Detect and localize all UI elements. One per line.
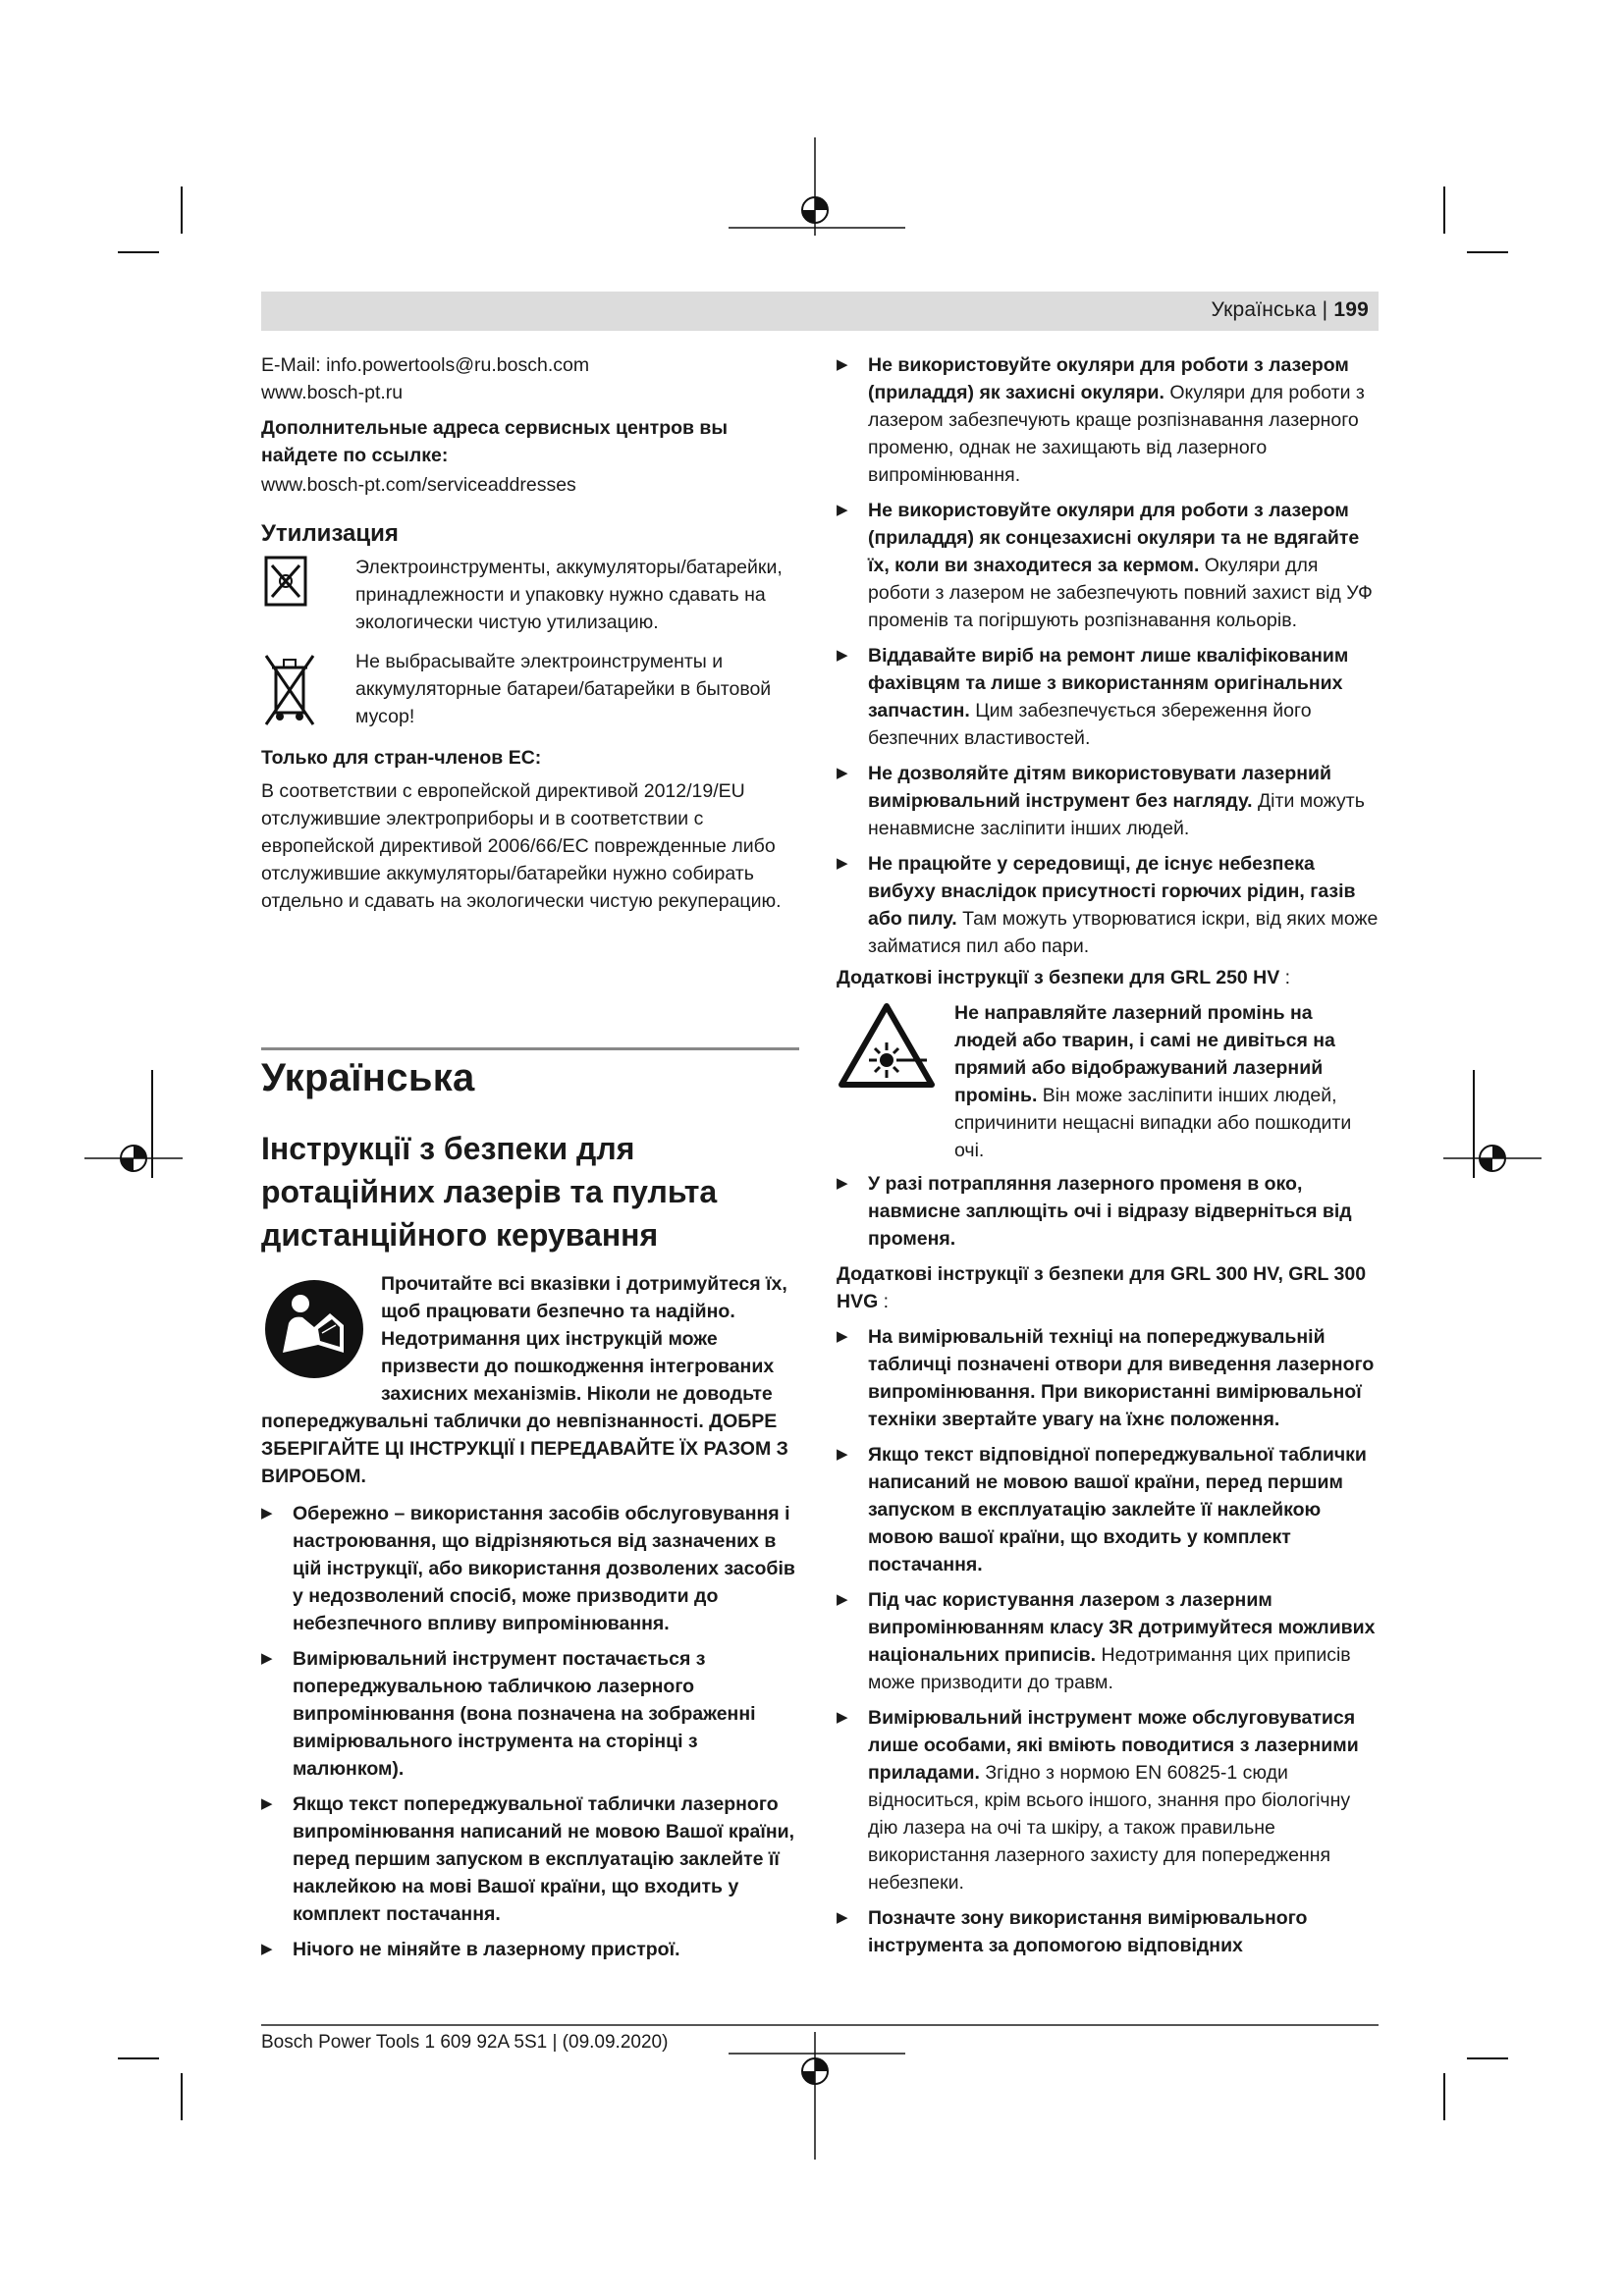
header-label: Українська | 199 <box>1211 298 1369 321</box>
footer-text: Bosch Power Tools 1 609 92A 5S1 | (09.09.2020) <box>261 2032 669 2053</box>
contact-email: E-Mail: info.powertools@ru.bosch.com <box>261 354 590 376</box>
right-column <box>837 351 1379 1959</box>
crop-mark <box>1467 251 1508 253</box>
disposal-warning: Не выбрасывайте электроинструменты и аккумуляторные батареи/батарейки в бытовой мусор! <box>355 651 772 727</box>
registration-mark-icon <box>729 2012 905 2160</box>
laser-warning-block <box>837 999 1379 1164</box>
read-manual-icon <box>263 1278 365 1380</box>
crop-mark <box>118 251 159 253</box>
bullet-text: Окуляри для роботи з лазером забезпечують краще розпізнавання лазерного променю, однак не захищають від лазерного випромінювання. <box>868 382 1365 486</box>
laser-warning-bold: Не направляйте лазерний промінь на людей або тварин, і самі не дивіться на прямий або відображуваний лазерний промінь. <box>954 1002 1335 1106</box>
safety-title: Інструкції з безпеки для ротаційних лазерів та пульта дистанційного керування <box>261 1131 718 1253</box>
bullet-item <box>837 351 1379 489</box>
bullet-item: ▶ Якщо текст відповідної попереджувальної таблички написаний не мовою вашої країни, перед першим запуском в експлуатацію заклейте її наклейкою мовою вашої країни, що входить у комплект постачання. <box>837 1441 1379 1578</box>
bullet-item <box>837 497 1379 634</box>
bullet-item: ▶ У разі потрапляння лазерного променя в око, навмисне заплющіть очі і відразу відверніться від променя. <box>837 1170 1379 1253</box>
crop-mark <box>181 187 183 234</box>
crop-mark <box>1443 2073 1445 2120</box>
recycling-icon <box>264 556 307 607</box>
bullet-item: ▶ На вимірювальній техніці на попереджувальній табличці позначені отвори для виведення лазерного випромінювання. При використанні вимірювальної техніки звертайте увагу на їхнє положення. <box>837 1323 1379 1433</box>
laser-warning-icon <box>839 1003 935 1088</box>
left-column-ukrainian <box>261 1058 799 1963</box>
bullet-bold: Не використовуйте окуляри для роботи з лазером (приладдя) як захисні окуляри. <box>868 354 1349 403</box>
service-url: www.bosch-pt.com/serviceaddresses <box>261 474 576 496</box>
bullet-item: ▶ Вимірювальний інструмент постачається з попереджувальною табличкою лазерного випромінювання (вона позначена на зображенні вимірювального інструмента на сторінці з малюнком). <box>261 1645 799 1783</box>
bullet-text: Недотримання цих приписів може призводити до травм. <box>868 1644 1351 1693</box>
registration-mark-icon <box>1443 1109 1542 1207</box>
crop-mark <box>181 2073 183 2120</box>
laser-warning-detail: Він може засліпити інших людей, спричинити нещасні випадки або пошкодити очі. <box>954 1085 1352 1161</box>
bullet-bold: Не дозволяйте дітям використовувати лазерний вимірювальний інструмент без нагляду. <box>868 763 1331 812</box>
crop-mark <box>1467 2057 1508 2059</box>
disposal-title: Утилизация <box>261 520 399 547</box>
bullet-item <box>837 1586 1379 1696</box>
disposal-block <box>261 554 799 734</box>
bullet-item <box>837 642 1379 752</box>
crop-mark <box>1443 187 1445 234</box>
bullet-item <box>837 850 1379 960</box>
bullet-text: Там можуть утворюватися іскри, від яких може займатися пил або пари. <box>868 908 1379 957</box>
header-language: Українська <box>1211 298 1317 321</box>
section-divider <box>261 1047 799 1050</box>
grl300-heading <box>837 1260 1379 1315</box>
language-title: Українська <box>261 1056 475 1099</box>
bullet-item <box>837 1704 1379 1896</box>
bullet-bold: Не працюйте у середовищі, де існує небезпека вибуху внаслідок присутності горючих рідин, газів або пилу. <box>868 853 1356 930</box>
bullet-text: Цим забезпечується збереження його безпечних властивостей. <box>868 700 1312 749</box>
registration-mark-icon <box>84 1109 183 1207</box>
left-column <box>261 351 799 915</box>
intro-text: Прочитайте всі вказівки і дотримуйтеся їх, щоб працювати безпечно та надійно. Недотримання цих інструкцій може призвести до пошкодження інтегрованих захисних механізмів. Ніколи не доводьте попереджувальні таблички до невпізнанності. ДОБРЕ ЗБЕРІГАЙТЕ ЦІ ІНСТРУКЦІЇ І ПЕРЕДАВАЙТЕ ЇХ РАЗОМ З ВИРОБОМ. <box>261 1273 788 1487</box>
disposal-text: Электроинструменты, аккумуляторы/батарейки, принадлежности и упаковку нужно сдавать на экологически чистую утилизацию. <box>355 557 783 633</box>
bullet-list <box>261 1500 799 1963</box>
bullet-item: ▶ Нічого не міняйте в лазерному пристрої. <box>261 1936 799 1963</box>
footer-rule <box>261 2024 1379 2026</box>
grl250-heading-text: Додаткові інструкції з безпеки для GRL 250 HV <box>837 967 1280 988</box>
crop-mark <box>118 2057 159 2059</box>
heading-colon: : <box>878 1291 890 1312</box>
bullet-text: Діти можуть ненавмисне засліпити інших людей. <box>868 790 1365 839</box>
bullet-text: Згідно з нормою EN 60825-1 сюди відноситься, крім всього іншого, знання про біологічну дію лазера на очі та шкіру, а також правильне використання лазерного захисту для попередження небезпеки. <box>868 1762 1351 1894</box>
page-header <box>261 292 1379 331</box>
heading-colon: : <box>1279 967 1291 988</box>
bullet-item: ▶ Обережно – використання засобів обслуговування і настроювання, що відрізняються від зазначених в цій інструкції, або використання дозволених засобів у недозволений спосіб, може призводити до небезпечного впливу випромінювання. <box>261 1500 799 1637</box>
bullet-bold: Віддавайте виріб на ремонт лише кваліфікованим фахівцям та лише з використанням оригінальних запчастин. <box>868 645 1349 721</box>
laser-warning-text <box>954 999 1379 1164</box>
bullet-text: Окуляри для роботи з лазером не забезпечують повний захист від УФ променів та погіршують розпізнавання кольорів. <box>868 555 1373 631</box>
bullet-item: ▶ Якщо текст попереджувальної таблички лазерного випромінювання написаний не мовою Вашої країни, перед першим запуском в експлуатацію заклейте її наклейкою на мові Вашої країни, що входить у комплект постачання. <box>261 1790 799 1928</box>
bullet-bold: Не використовуйте окуляри для роботи з лазером (приладдя) як сонцезахисні окуляри та не вдягайте їх, коли ви знаходитеся за кермом. <box>868 500 1360 576</box>
eu-heading: Только для стран-членов ЕС: <box>261 747 542 769</box>
service-heading: Дополнительные адреса сервисных центров вы найдете по ссылке: <box>261 417 729 466</box>
page-number: 199 <box>1333 298 1369 321</box>
bullet-bold: Під час користування лазером з лазерним випромінюванням класу 3R дотримуйтеся можливих національних приписів. <box>868 1589 1376 1666</box>
grl300-heading-text: Додаткові інструкції з безпеки для GRL 300 HV, GRL 300 HVG <box>837 1263 1367 1312</box>
bullet-item: ▶ Позначте зону використання вимірювального інструмента за допомогою відповідних <box>837 1904 1379 1959</box>
crossed-bin-icon <box>264 652 315 730</box>
bullet-item <box>837 760 1379 842</box>
registration-mark-icon <box>729 137 905 294</box>
safety-intro <box>261 1270 799 1490</box>
grl250-heading <box>837 964 1379 991</box>
eu-text: В соответствии с европейской директивой 2012/19/EU отслужившие электроприборы и в соответствии с европейской директивой 2006/66/EC поврежденные либо отслужившие аккумуляторы/батарейки нужно собирать отдельно и сдавать на экологически чистую рекуперацию. <box>261 780 782 912</box>
bullet-bold: Вимірювальний інструмент може обслуговуватися лише особами, які вміють поводитися з лазерними приладами. <box>868 1707 1359 1784</box>
contact-website: www.bosch-pt.ru <box>261 382 404 403</box>
